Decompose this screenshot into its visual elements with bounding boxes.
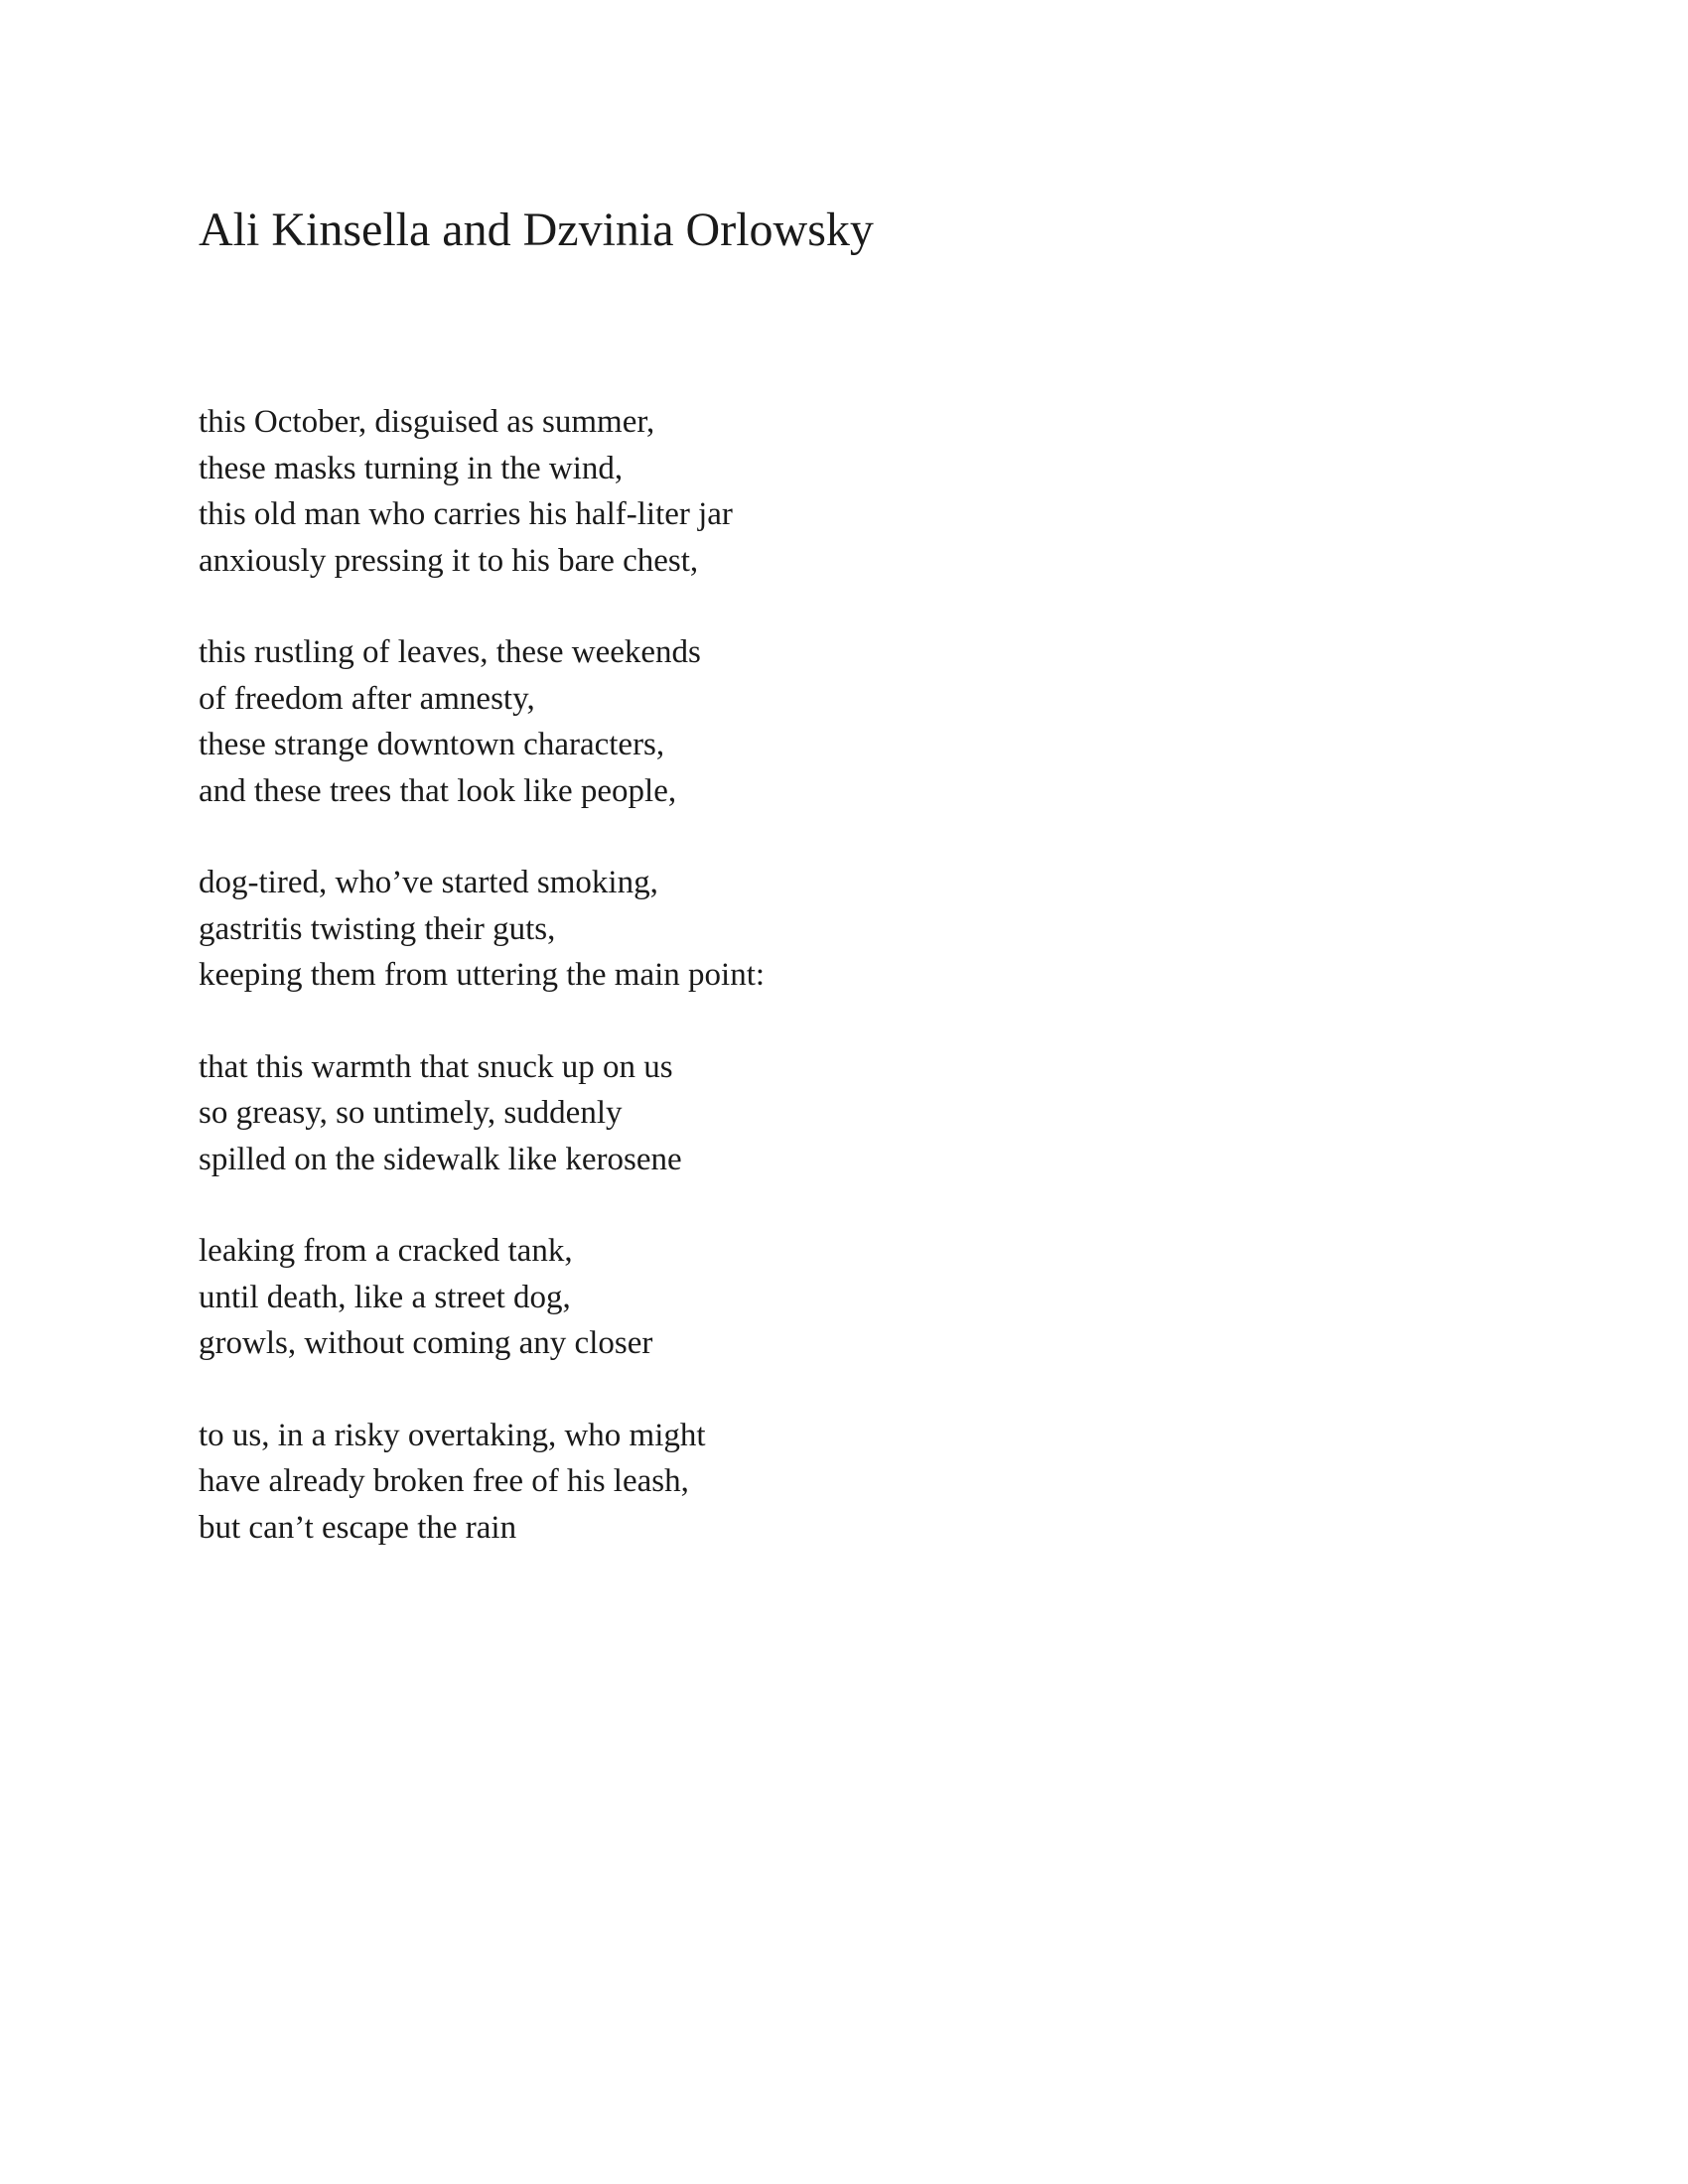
poem-line: so greasy, so untimely, suddenly xyxy=(199,1095,623,1131)
stanza-4 xyxy=(199,1044,765,1183)
stanza-6 xyxy=(199,1413,765,1552)
author-heading: Ali Kinsella and Dzvinia Orlowsky xyxy=(199,204,874,256)
poem-line: to us, in a risky overtaking, who might xyxy=(199,1417,706,1453)
stanza-2 xyxy=(199,629,765,814)
poem-line: leaking from a cracked tank, xyxy=(199,1233,573,1269)
poem-line: that this warmth that snuck up on us xyxy=(199,1048,673,1085)
stanza-3 xyxy=(199,860,765,999)
poem-line: growls, without coming any closer xyxy=(199,1325,653,1361)
poem-line: anxiously pressing it to his bare chest, xyxy=(199,542,699,579)
poem-line: dog-tired, who’ve started smoking, xyxy=(199,865,658,900)
poem-line: this old man who carries his half-liter jar xyxy=(199,496,733,532)
poem-line: gastritis twisting their guts, xyxy=(199,910,556,947)
poem-line: these masks turning in the wind, xyxy=(199,450,624,486)
poem-line: keeping them from uttering the main point: xyxy=(199,957,766,993)
poem-line: until death, like a street dog, xyxy=(199,1279,571,1315)
poem-line: these strange downtown characters, xyxy=(199,727,665,762)
poem-line: this October, disguised as summer, xyxy=(199,404,655,440)
stanza-1 xyxy=(199,399,765,584)
poem-line: have already broken free of his leash, xyxy=(199,1463,689,1499)
poem-line: but can’t escape the rain xyxy=(199,1509,517,1546)
stanza-5 xyxy=(199,1228,765,1367)
poem-body xyxy=(199,399,765,1596)
poem-line: this rustling of leaves, these weekends xyxy=(199,634,701,670)
poem-line: of freedom after amnesty, xyxy=(199,680,535,717)
poem-line: and these trees that look like people, xyxy=(199,772,677,809)
poem-line: spilled on the sidewalk like kerosene xyxy=(199,1141,682,1177)
